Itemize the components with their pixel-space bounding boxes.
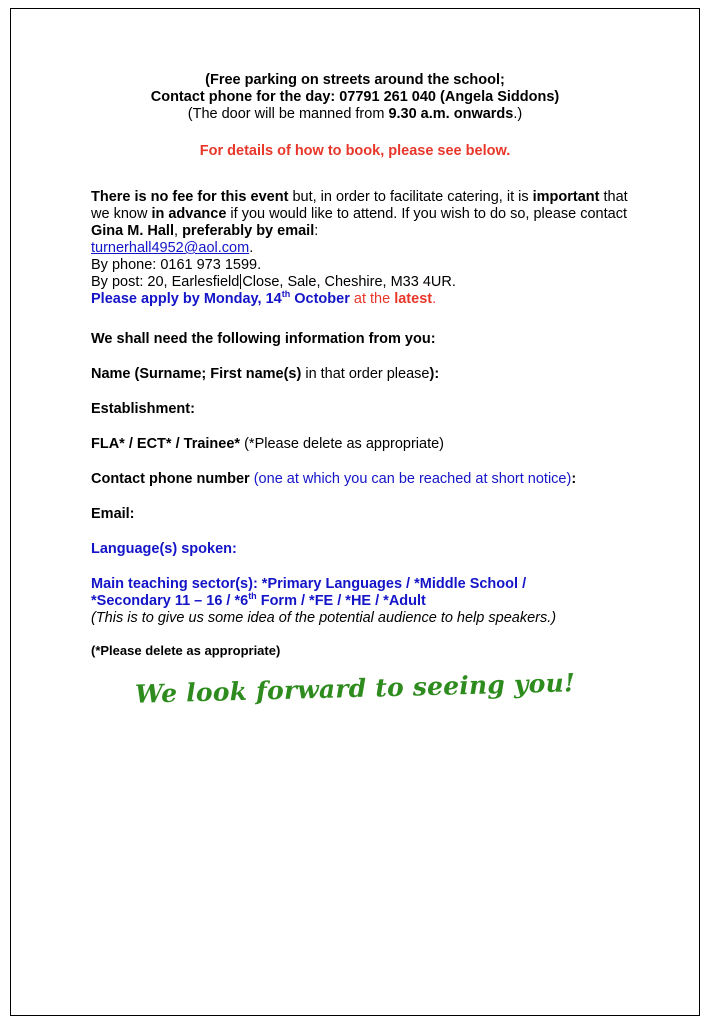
closing-message: We look forward to seeing you! (134, 668, 576, 709)
apply-deadline: Please apply by Monday, 14th October at the latest. (91, 289, 437, 307)
form-email-field: Email: (91, 506, 135, 522)
contact-line: Contact phone for the day: 07791 261 040 (Angela Siddons) (150, 89, 560, 105)
form-role-field: FLA* / ECT* / Trainee* (*Please delete as appropriate) (91, 436, 445, 452)
document-page (10, 8, 700, 1016)
door-line: (The door will be manned from 9.30 a.m. onwards.) (187, 106, 523, 122)
form-languages-field: Language(s) spoken: (91, 541, 237, 557)
booking-notice: For details of how to book, please see below. (199, 143, 511, 159)
form-establishment-field: Establishment: (91, 401, 195, 417)
form-intro: We shall need the following information from you: (91, 331, 436, 347)
event-header (11, 72, 699, 123)
delete-note: (*Please delete as appropriate) (91, 643, 281, 658)
fee-paragraph: There is no fee for this event but, in order to facilitate catering, it is important that we know in advance if you would like to attend. If you wish to do so, please contact Gina M. Hall, preferably by email: turnerhall4952@aol.com. By phone: 0161 973 1599. By post: 20, Earlesfield Close, Sale, Cheshire, M33 4UR. Please apply by Monday, 14th October at the latest. (91, 189, 628, 307)
contact-email-link[interactable]: turnerhall4952@aol.com (91, 240, 250, 256)
booking-post: By post: 20, Earlesfield Close, Sale, Cheshire, M33 4UR. (91, 274, 456, 290)
form-name-field: Name (Surname; First name(s) in that order please): (91, 366, 440, 382)
booking-phone: By phone: 0161 973 1599. (91, 257, 262, 273)
form-contact-phone-field: Contact phone number (one at which you can be reached at short notice): (91, 471, 577, 487)
parking-line: (Free parking on streets around the school; (205, 72, 505, 88)
sector-note: (This is to give us some idea of the potential audience to help speakers.) (91, 610, 557, 626)
form-sector-field: Main teaching sector(s): *Primary Languages / *Middle School / *Secondary 11 – 16 / *6th Form / *FE / *HE / *Adult (This is to give us some idea of the potential audience to help speakers.) (91, 576, 557, 626)
